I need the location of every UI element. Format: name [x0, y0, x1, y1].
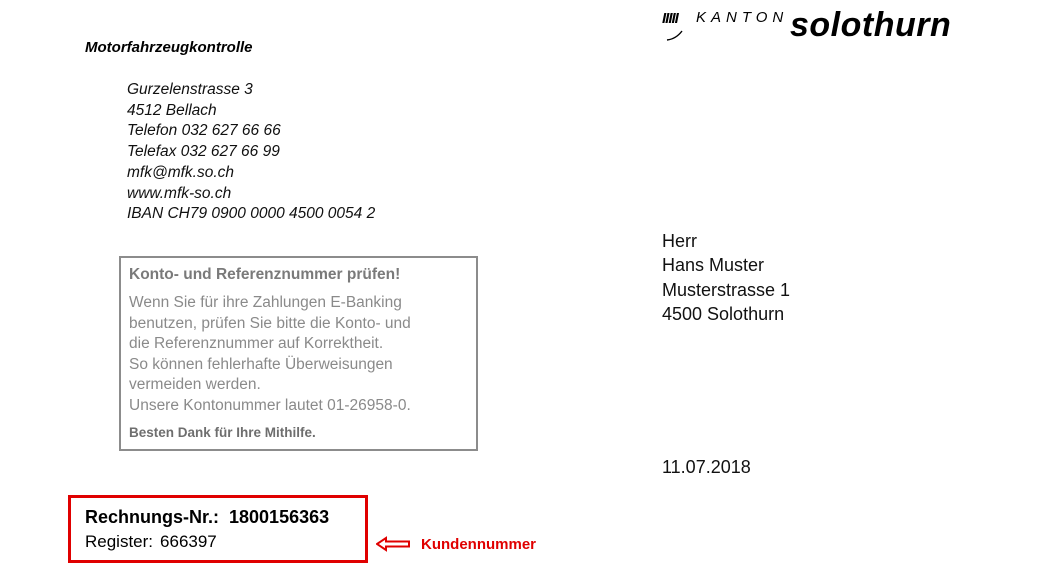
- sender-fax: Telefax 032 627 66 99: [127, 143, 280, 161]
- recipient-city: 4500 Solothurn: [662, 303, 785, 324]
- notice-body-line: benutzen, prüfen Sie bitte die Konto- und: [129, 314, 411, 332]
- sender-email: mfk@mfk.so.ch: [127, 163, 235, 181]
- letter-date: 11.07.2018: [662, 457, 751, 477]
- register-line: [85, 532, 217, 552]
- notice-body-line: Wenn Sie für ihre Zahlungen E-Banking: [129, 294, 402, 311]
- sender-phone: Telefon 032 627 66 66: [127, 122, 281, 140]
- notice-body-line: So können fehlerhafte Überweisungen: [129, 355, 393, 373]
- sender-address-block: [127, 80, 375, 225]
- logo-bars: IIIII: [662, 10, 678, 27]
- recipient-salutation: Herr: [662, 231, 697, 251]
- annotation-label: Kundennummer: [421, 536, 537, 553]
- recipient-address-block: [662, 229, 790, 326]
- notice-body: [129, 293, 411, 417]
- left-arrow-icon: [376, 536, 412, 552]
- invoice-number-label: Rechnungs-Nr.:: [85, 507, 220, 527]
- account-check-notice-box: [119, 256, 478, 451]
- invoice-number-line: [85, 507, 329, 528]
- notice-body-line: vermeiden werden.: [129, 376, 261, 394]
- sender-iban: IBAN CH79 0900 0000 4500 0054 2: [127, 205, 376, 223]
- register-label: Register:: [85, 532, 154, 551]
- invoice-highlight-box: [68, 495, 368, 563]
- logo-solothurn-text: solothurn: [790, 6, 952, 44]
- invoice-number-value: 1800156363: [229, 507, 330, 527]
- logo-kanton-text: KANTON: [696, 9, 789, 26]
- kanton-solothurn-logo: [662, 4, 1002, 48]
- notice-title: Konto- und Referenznummer prüfen!: [129, 266, 401, 283]
- sender-website: www.mfk-so.ch: [127, 184, 232, 202]
- sender-office-name: Motorfahrzeugkontrolle: [85, 39, 253, 56]
- notice-thanks: Besten Dank für Ihre Mithilfe.: [129, 425, 316, 440]
- recipient-street: Musterstrasse 1: [662, 279, 791, 300]
- notice-body-line: Unsere Kontonummer lautet 01-26958-0.: [129, 396, 411, 414]
- sender-address-line: 4512 Bellach: [127, 101, 217, 119]
- notice-body-line: die Referenznummer auf Korrektheit.: [129, 335, 384, 353]
- register-value: 666397: [160, 532, 217, 551]
- recipient-name: Hans Muster: [662, 255, 765, 276]
- sender-address-line: Gurzelenstrasse 3: [127, 81, 253, 98]
- logo-swoosh-icon: [666, 30, 688, 42]
